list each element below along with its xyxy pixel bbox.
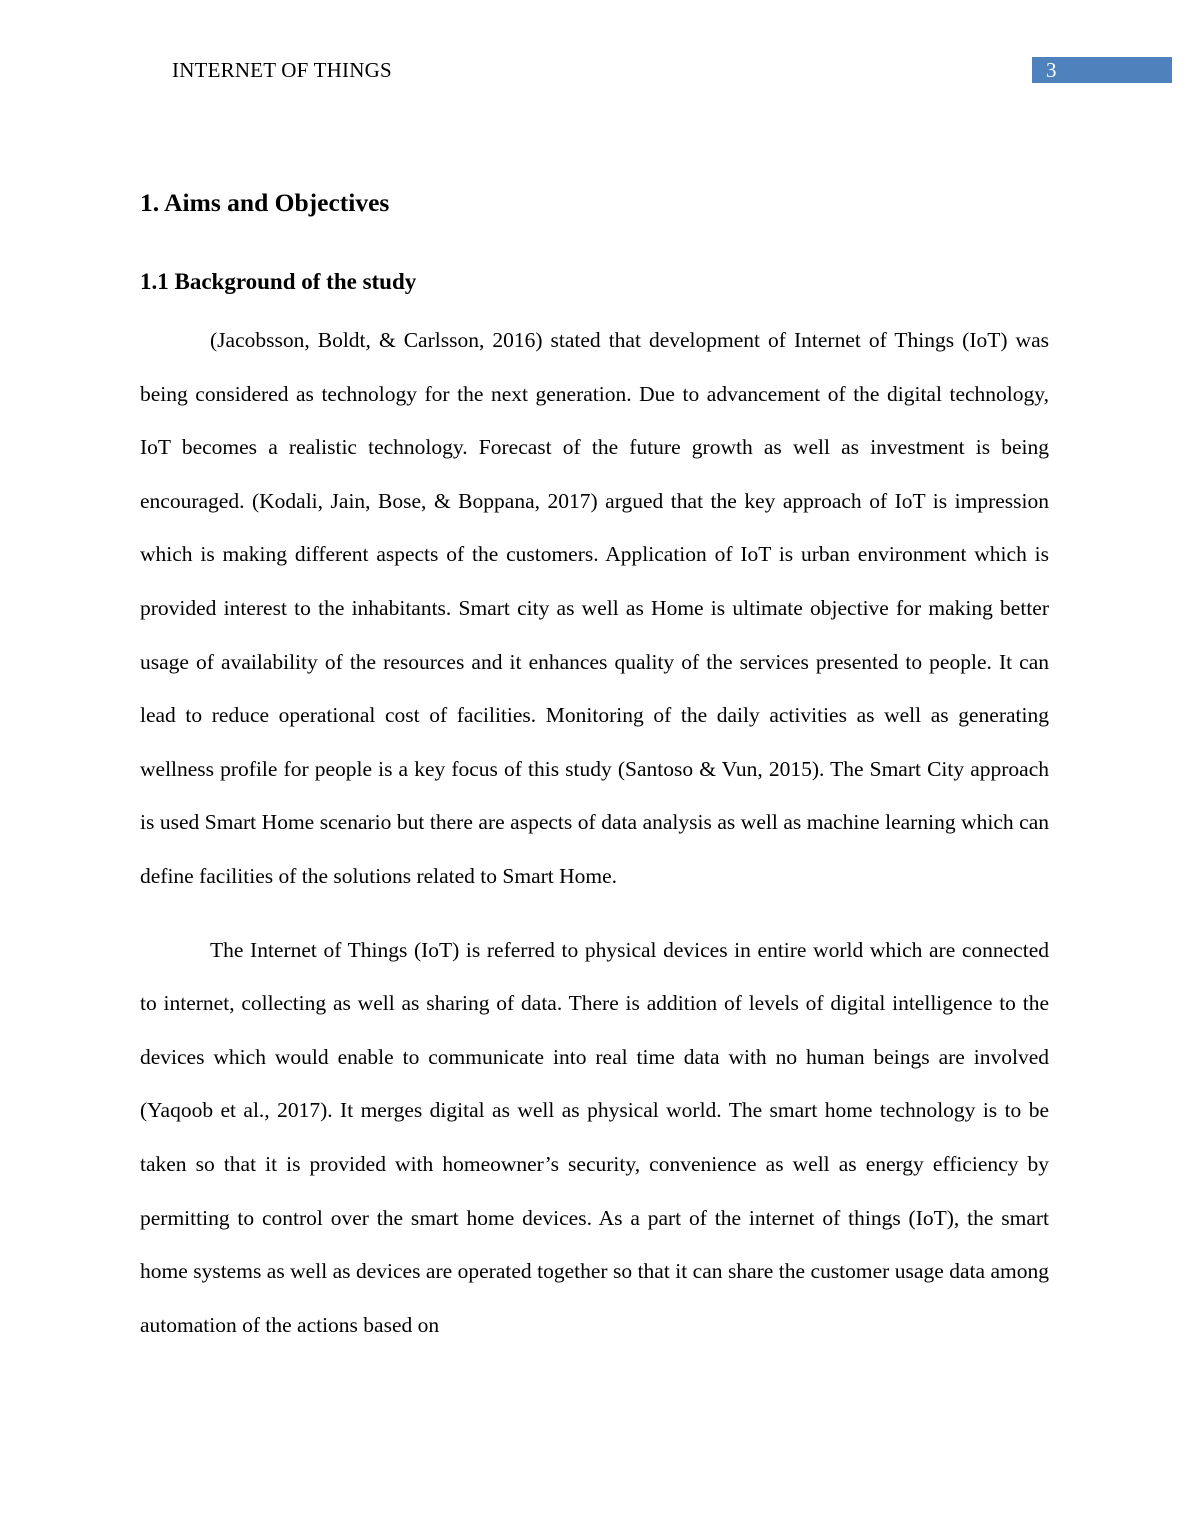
section-heading: 1. Aims and Objectives (140, 188, 390, 217)
page-number: 3 (1046, 58, 1057, 82)
body-paragraph: The Internet of Things (IoT) is referred to physical devices in entire world which are connected to internet, collecting as well as sharing of data. There is addition of levels of digital intelligence to the devices which would enable to communicate into real time data with no human beings are involved (Yaqoob et al., 2017). It merges digital as well as physical world. The smart home technology is to be taken so that it is provided with homeowner’s security, convenience as well as energy efficiency by permitting to control over the smart home devices. As a part of the internet of things (IoT), the smart home systems as well as devices are operated together so that it can share the customer usage data among automation of the actions based on (140, 937, 1049, 1337)
page-number-badge (1032, 57, 1172, 83)
document-body (140, 182, 1049, 1352)
running-header-title: INTERNET OF THINGS (172, 58, 392, 82)
subsection-heading: 1.1 Background of the study (140, 269, 417, 294)
body-paragraph: (Jacobsson, Boldt, & Carlsson, 2016) stated that development of Internet of Things (IoT) was being considered as technology for the next generation. Due to advancement of the digital technology, IoT becomes a realistic technology. Forecast of the future growth as well as investment is being encouraged. (Kodali, Jain, Bose, & Boppana, 2017) argued that the key approach of IoT is impression which is making different aspects of the customers. Application of IoT is urban environment which is provided interest to the inhabitants. Smart city as well as Home is ultimate objective for making better usage of availability of the resources and it enhances quality of the services presented to people. It can lead to reduce operational cost of facilities. Monitoring of the daily activities as well as generating wellness profile for people is a key focus of this study (Santoso & Vun, 2015). The Smart City approach is used Smart Home scenario but there are aspects of data analysis as well as machine learning which can define facilities of the solutions related to Smart Home. (140, 328, 1049, 888)
